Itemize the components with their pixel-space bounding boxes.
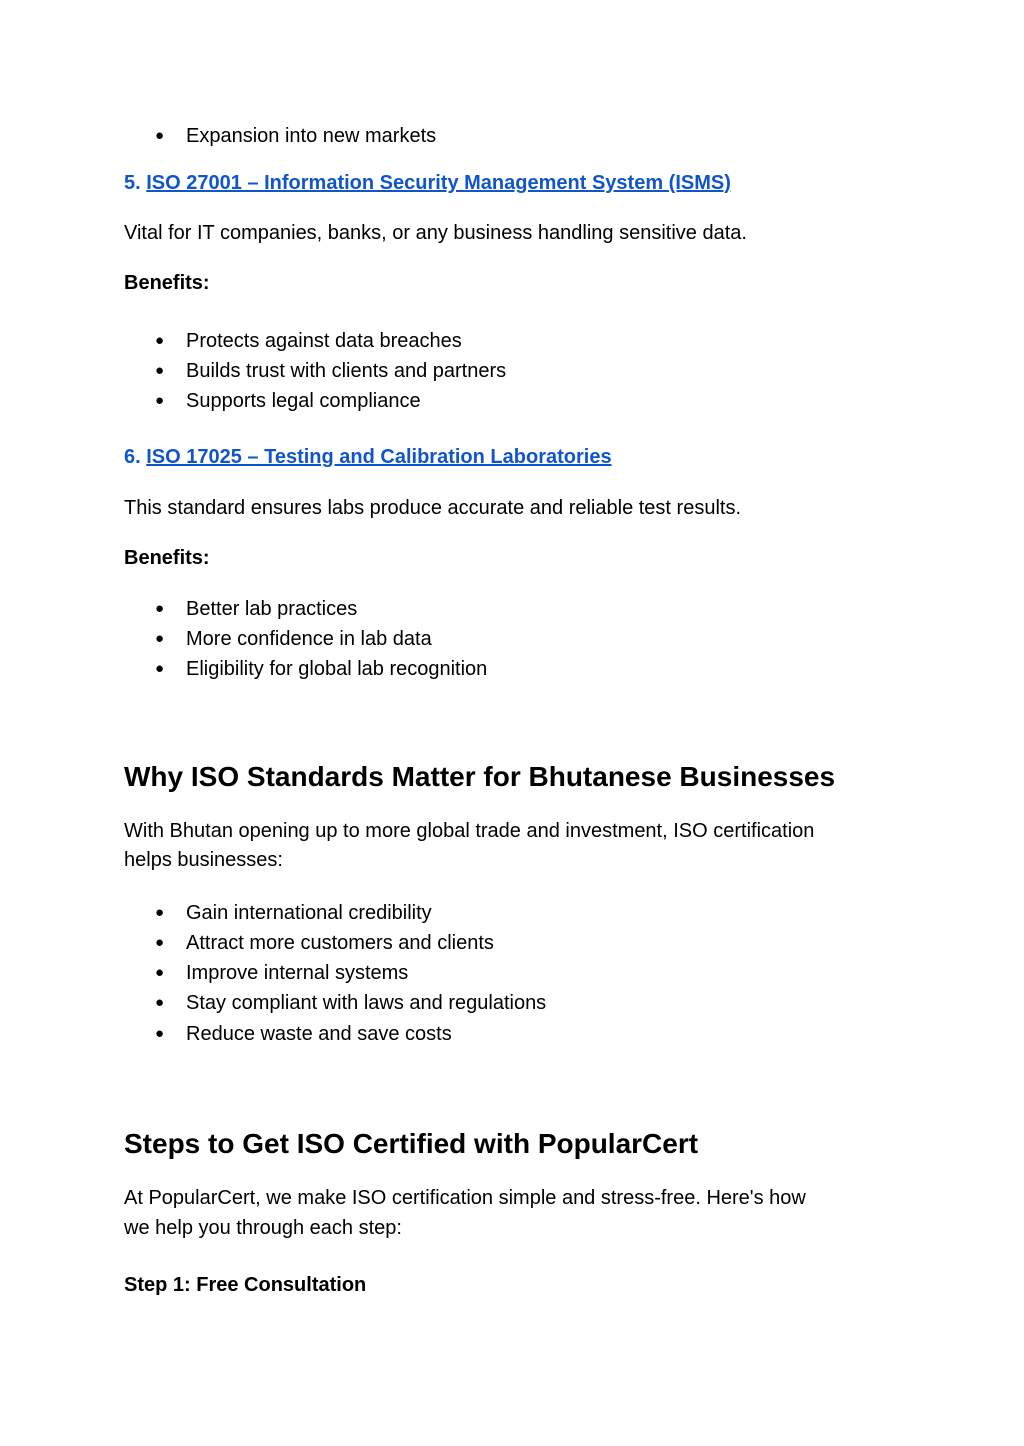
list-item-label: Protects against data breaches — [186, 330, 462, 352]
heading-number: 5. — [124, 172, 141, 194]
iso17025-link[interactable]: ISO 17025 – Testing and Calibration Laboratories — [146, 446, 612, 468]
bullet-icon: ● — [155, 934, 165, 951]
why-intro-line-1: With Bhutan opening up to more global trade and investment, ISO certification — [124, 820, 815, 842]
benefits-label: Benefits: — [124, 547, 210, 569]
iso17025-heading — [124, 442, 612, 472]
bullet-icon: ● — [155, 392, 165, 409]
list-item-label: Better lab practices — [186, 598, 358, 620]
iso27001-heading — [124, 168, 731, 198]
why-intro-line-2: helps businesses: — [124, 849, 283, 871]
steps-intro-line-1: At PopularCert, we make ISO certification simple and stress-free. Here's how — [124, 1187, 806, 1209]
list-item-label: Stay compliant with laws and regulations — [186, 992, 547, 1014]
list-item-label: Attract more customers and clients — [186, 932, 494, 954]
list-item-label: Improve internal systems — [186, 962, 409, 984]
bullet-icon: ● — [155, 1025, 165, 1042]
bullet-icon: ● — [155, 660, 165, 677]
iso27001-link[interactable]: ISO 27001 – Information Security Management System (ISMS) — [146, 172, 731, 194]
list-item-label: Reduce waste and save costs — [186, 1023, 452, 1045]
steps-section-title: Steps to Get ISO Certified with PopularCert — [124, 1128, 699, 1159]
bullet-icon: ● — [155, 362, 165, 379]
heading-number: 6. — [124, 446, 141, 468]
bullet-icon: ● — [155, 904, 165, 921]
list-item-label: Supports legal compliance — [186, 390, 421, 412]
list-item-label: Eligibility for global lab recognition — [186, 658, 488, 680]
why-section-title: Why ISO Standards Matter for Bhutanese Businesses — [124, 761, 836, 792]
benefits-label: Benefits: — [124, 272, 210, 294]
list-item-label: More confidence in lab data — [186, 628, 432, 650]
iso17025-description: This standard ensures labs produce accurate and reliable test results. — [124, 497, 742, 519]
bullet-icon: ● — [155, 630, 165, 647]
bullet-icon: ● — [155, 332, 165, 349]
bullet-icon: ● — [155, 994, 165, 1011]
step-1-title: Step 1: Free Consultation — [124, 1274, 367, 1296]
iso27001-description: Vital for IT companies, banks, or any business handling sensitive data. — [124, 222, 747, 244]
list-item-label: Builds trust with clients and partners — [186, 360, 507, 382]
steps-intro-line-2: we help you through each step: — [124, 1217, 402, 1239]
bullet-icon: ● — [155, 127, 165, 144]
list-item-label: Expansion into new markets — [186, 125, 437, 147]
list-item-label: Gain international credibility — [186, 902, 432, 924]
bullet-icon: ● — [155, 964, 165, 981]
bullet-icon: ● — [155, 600, 165, 617]
